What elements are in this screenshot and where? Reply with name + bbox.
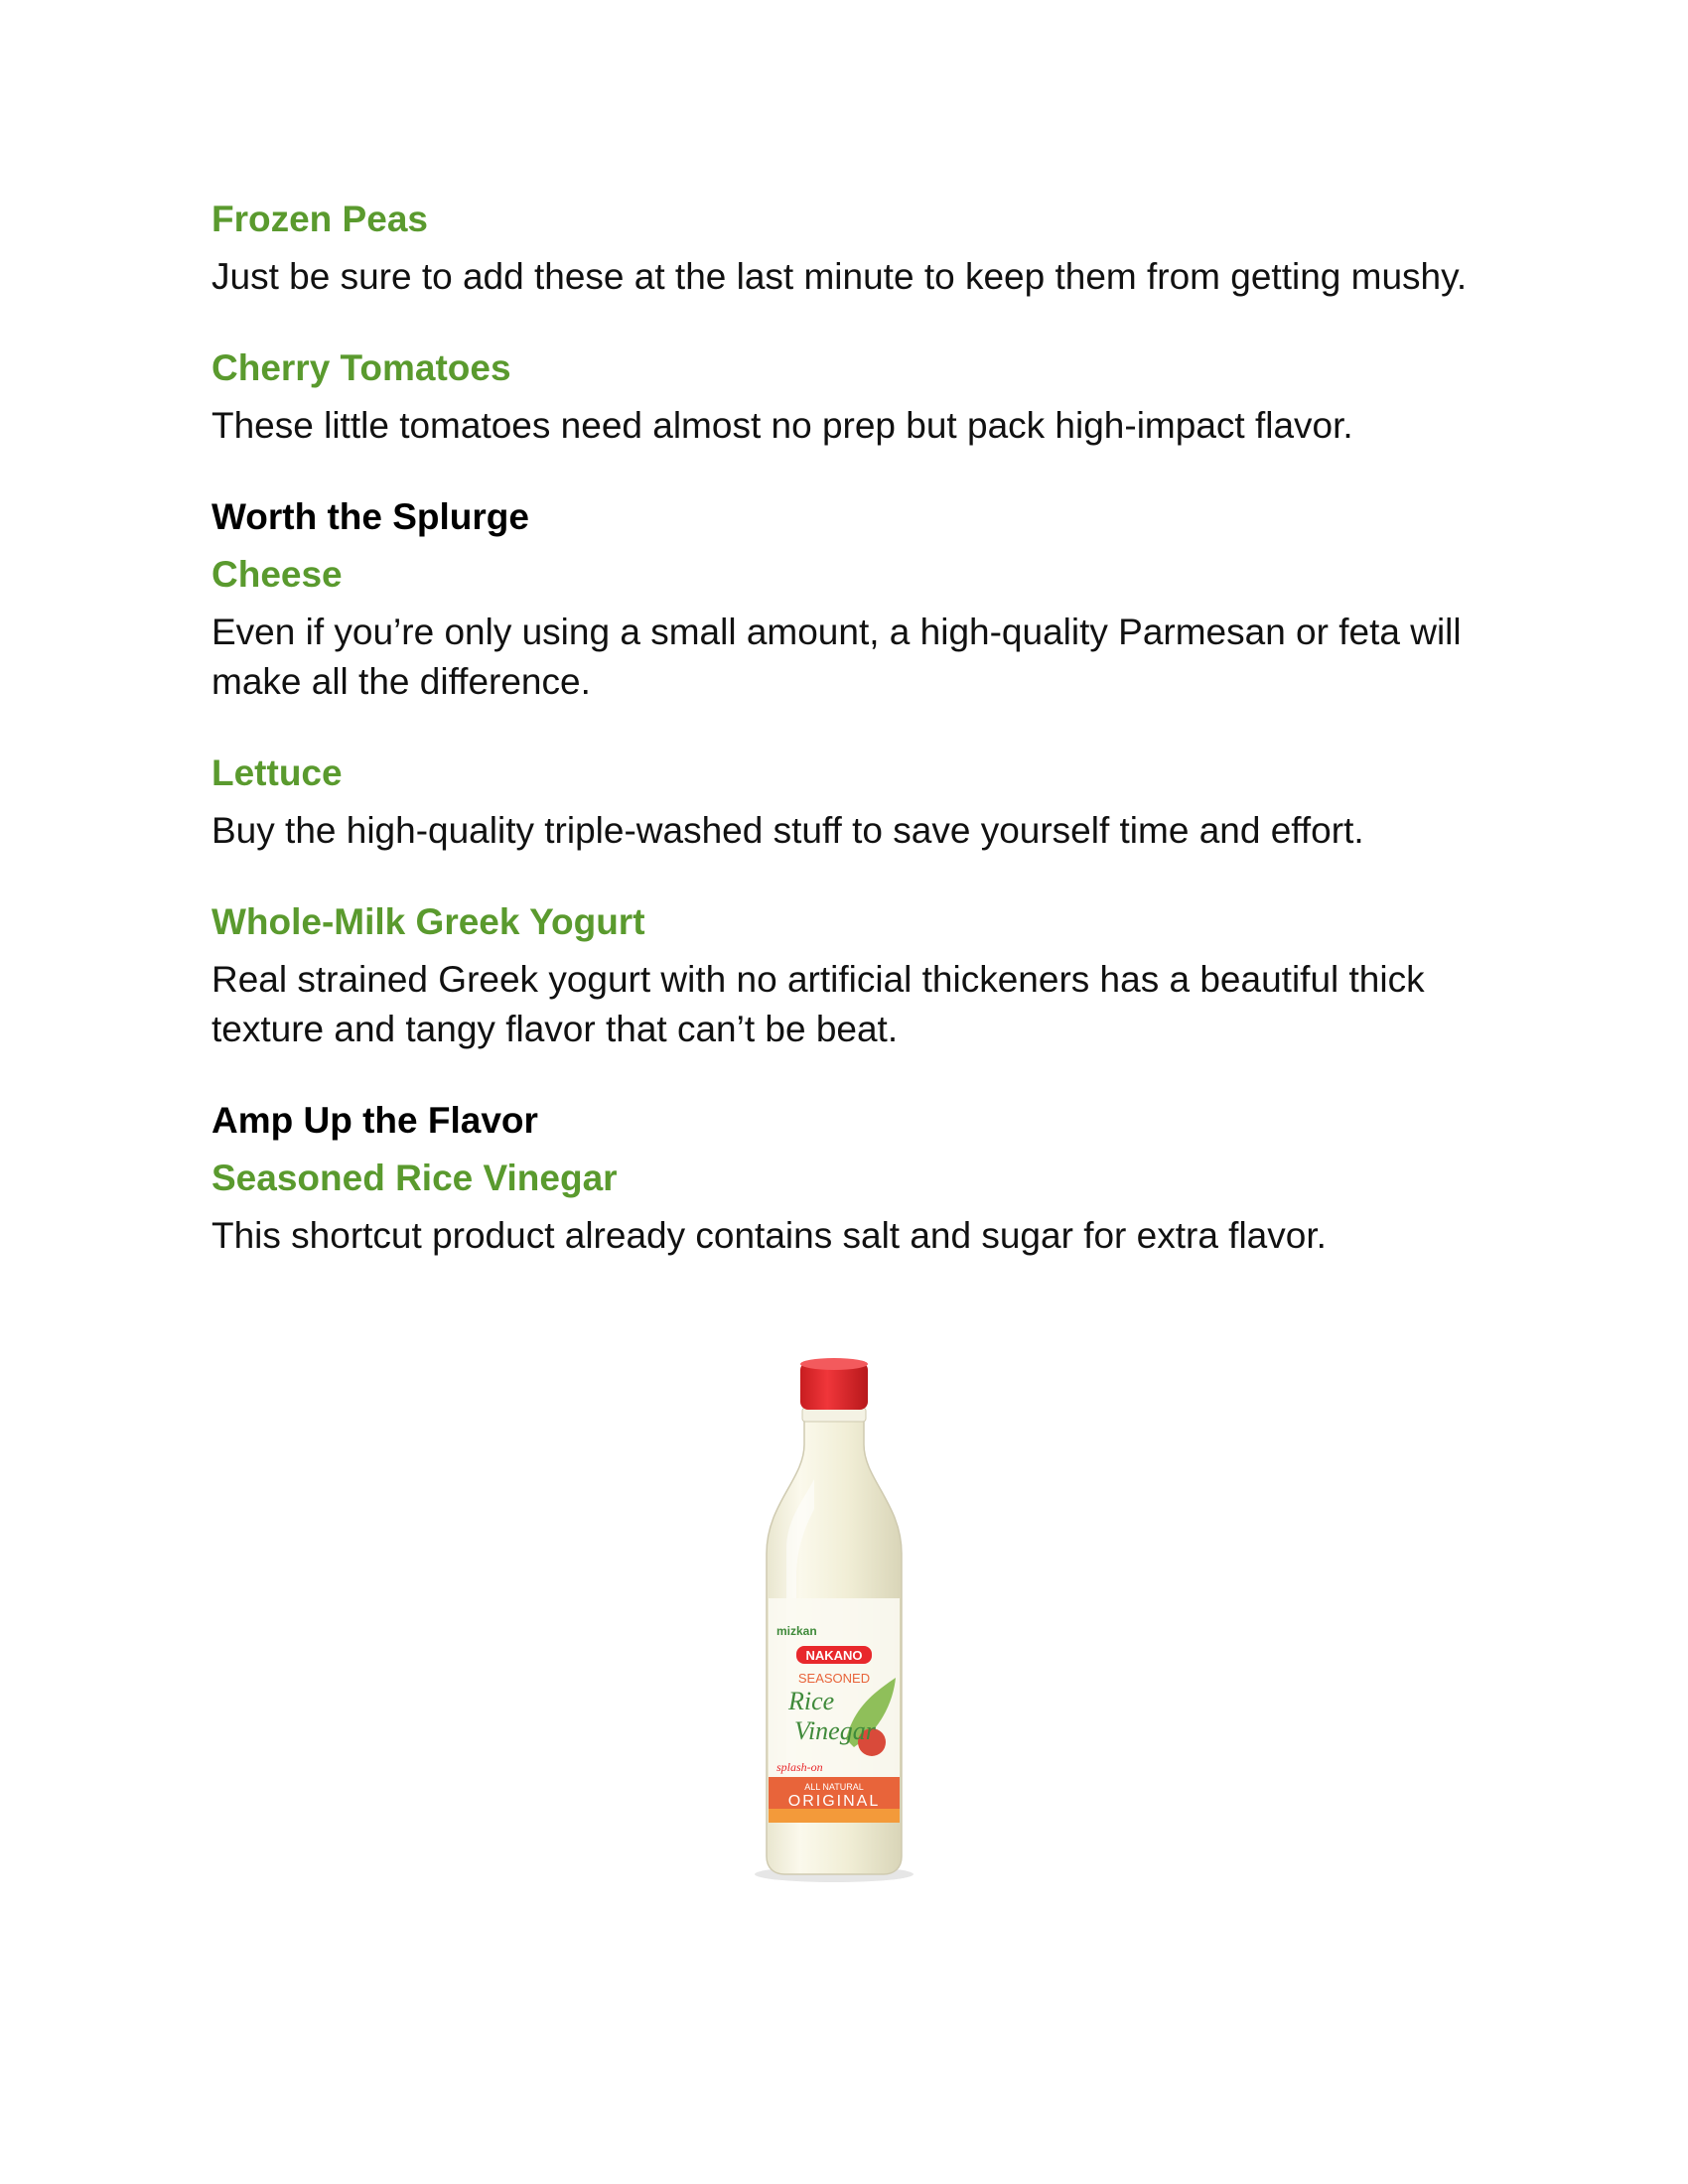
item-lettuce [211,749,1502,856]
section-worth-the-splurge [211,492,1502,1054]
item-title: Whole-Milk Greek Yogurt [211,901,645,942]
section-heading: Worth the Splurge [211,496,529,537]
label-line1: SEASONED [797,1671,871,1686]
item-text: Even if you’re only using a small amount, a high-quality Parmesan or feta will make all the difference. [211,612,1462,702]
item-cherry-tomatoes [211,343,1502,451]
item-cheese [211,550,1502,707]
item-text: These little tomatoes need almost no prep but pack high-impact flavor. [211,405,1353,446]
label-brand: NAKANO [805,1648,863,1663]
section-staples [211,195,1502,451]
label-line4: ALL NATURAL [804,1782,864,1792]
label-line2: Rice [788,1687,835,1715]
item-title: Seasoned Rice Vinegar [211,1158,618,1198]
item-frozen-peas [211,195,1502,302]
item-title: Cherry Tomatoes [211,347,511,388]
item-text: Just be sure to add these at the last minute to keep them from getting mushy. [211,256,1468,297]
section-amp-up-the-flavor [211,1096,1502,1261]
item-title: Frozen Peas [211,199,428,239]
label-badge: splash-on [776,1760,823,1774]
item-text: Real strained Greek yogurt with no artificial thickeners has a beautiful thick texture and tangy flavor that can’t be beat. [211,959,1425,1049]
item-greek-yogurt [211,897,1502,1054]
article-body [211,195,1502,1302]
item-title: Lettuce [211,752,343,793]
rice-vinegar-bottle-image [735,1350,933,1886]
section-heading: Amp Up the Flavor [211,1100,538,1141]
label-maker: mizkan [776,1624,817,1638]
label-line3: Vinegar [794,1716,876,1745]
item-text: This shortcut product already contains salt and sugar for extra flavor. [211,1215,1327,1256]
item-text: Buy the high-quality triple-washed stuff to save yourself time and effort. [211,810,1364,851]
item-title: Cheese [211,554,343,595]
item-seasoned-rice-vinegar [211,1154,1502,1261]
label-line5: ORIGINAL [787,1793,881,1810]
